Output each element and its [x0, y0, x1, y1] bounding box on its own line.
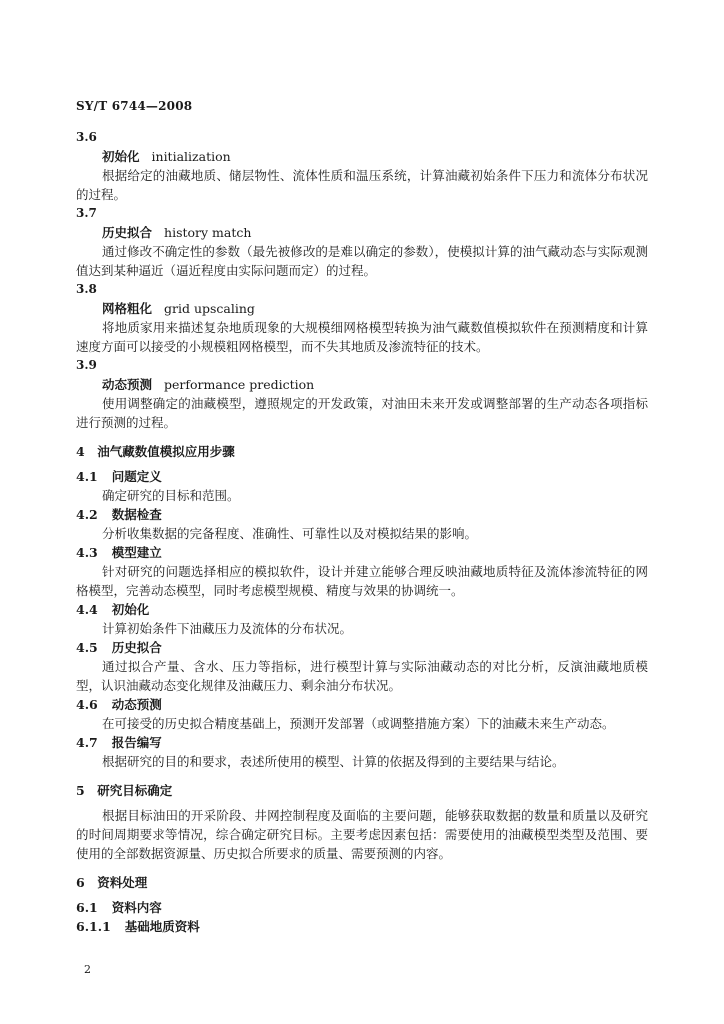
standard-code-header: SY/T 6744—2008 — [76, 99, 193, 113]
clause-number: 4.1 — [76, 469, 98, 484]
term-en: performance prediction — [164, 377, 315, 392]
clause-number: 3.7 — [76, 206, 97, 220]
clause-title: 动态预测 — [111, 697, 162, 712]
clause-title: 资料内容 — [111, 900, 162, 915]
clause-text: 计算初始条件下油藏压力及流体的分布状况。 — [102, 621, 353, 636]
term-line — [76, 147, 648, 166]
clause-text: 确定研究的目标和范围。 — [102, 488, 240, 503]
clause-title: 基础地质资料 — [124, 919, 200, 934]
definition-text: 通过修改不确定性的参数（最先被修改的是难以确定的参数），使模拟计算的油气藏动态与实际观测值达到某种逼近（逼近程度由实际问题而定）的过程。 — [76, 244, 648, 278]
clause-heading — [76, 733, 648, 752]
section-5-text: 根据目标油田的开采阶段、井网控制程度及面临的主要问题，能够获取数据的数量和质量以及研究的时间周期要求等情况，综合确定研究目标。主要考虑因素包括：需要使用的油藏模型类型及范围、要使用的全部数据资源量、历史拟合所要求的质量、需要预测的内容。 — [76, 808, 648, 861]
clause-4-7 — [76, 733, 648, 771]
clause-title: 初始化 — [111, 602, 150, 617]
clause-title: 模型建立 — [111, 545, 162, 560]
term-line — [76, 223, 648, 242]
term-line — [76, 375, 648, 394]
clause-4-4 — [76, 600, 648, 638]
definition-3-8 — [76, 280, 648, 356]
clause-4-6 — [76, 695, 648, 733]
clause-number: 6.1.1 — [76, 919, 111, 934]
page-number: 2 — [84, 963, 91, 976]
clause-text: 通过拟合产量、含水、压力等指标，进行模型计算与实际油藏动态的对比分析，反演油藏地质模型，认识油藏动态变化规律及油藏压力、剩余油分布状况。 — [76, 659, 648, 693]
clause-number: 4.6 — [76, 697, 98, 712]
clause-text: 根据研究的目的和要求，表述所使用的模型、计算的依据及得到的主要结果与结论。 — [102, 754, 565, 769]
clause-heading — [76, 600, 648, 619]
clause-number: 4.7 — [76, 735, 98, 750]
definition-text: 将地质家用来描述复杂地质现象的大规模细网格模型转换为油气藏数值模拟软件在预测精度和计算速度方面可以接受的小规模粗网格模型，而不失其地质及渗流特征的技术。 — [76, 320, 648, 354]
clause-title: 数据检查 — [111, 507, 162, 522]
clause-number: 6.1 — [76, 900, 98, 915]
term-zh: 网格粗化 — [102, 301, 153, 316]
clause-4-3 — [76, 543, 648, 600]
clause-6-1-heading — [76, 898, 648, 917]
section-6-heading: 6 资料处理 — [76, 875, 148, 890]
clause-heading — [76, 695, 648, 714]
term-en: history match — [164, 225, 252, 240]
term-en: initialization — [151, 149, 231, 164]
clause-text: 针对研究的问题选择相应的模拟软件，设计并建立能够合理反映油藏地质特征及流体渗流特征的网格模型，完善动态模型，同时考虑模型规模、精度与效果的协调统一。 — [76, 564, 648, 598]
clause-number: 3.9 — [76, 358, 97, 372]
clause-6-1-1-heading — [76, 917, 648, 936]
clause-4-2 — [76, 505, 648, 543]
section-5-heading: 5 研究目标确定 — [76, 783, 173, 798]
term-en: grid upscaling — [164, 301, 255, 316]
term-zh: 动态预测 — [102, 377, 153, 392]
section-4-heading: 4 油气藏数值模拟应用步骤 — [76, 444, 235, 459]
clause-number: 3.8 — [76, 282, 97, 296]
definition-3-7 — [76, 204, 648, 280]
clause-number: 3.6 — [76, 130, 97, 144]
clause-text: 分析收集数据的完备程度、准确性、可靠性以及对模拟结果的影响。 — [102, 526, 478, 541]
document-body — [76, 128, 648, 936]
term-line — [76, 299, 648, 318]
clause-number: 4.4 — [76, 602, 98, 617]
clause-number: 4.3 — [76, 545, 98, 560]
clause-4-5 — [76, 638, 648, 695]
definition-3-9 — [76, 356, 648, 432]
clause-heading — [76, 638, 648, 657]
clause-4-1 — [76, 467, 648, 505]
clause-heading — [76, 543, 648, 562]
clause-number: 4.5 — [76, 640, 98, 655]
clause-title: 问题定义 — [111, 469, 162, 484]
term-zh: 历史拟合 — [102, 225, 153, 240]
definition-text: 根据给定的油藏地质、储层物性、流体性质和温压系统，计算油藏初始条件下压力和流体分布状况的过程。 — [76, 168, 648, 202]
clause-heading — [76, 467, 648, 486]
clause-title: 报告编写 — [111, 735, 162, 750]
term-zh: 初始化 — [102, 149, 140, 164]
clause-text: 在可接受的历史拟合精度基础上，预测开发部署（或调整措施方案）下的油藏未来生产动态。 — [102, 716, 615, 731]
clause-heading — [76, 505, 648, 524]
definition-3-6 — [76, 128, 648, 204]
clause-title: 历史拟合 — [111, 640, 162, 655]
definition-text: 使用调整确定的油藏模型，遵照规定的开发政策，对油田未来开发或调整部署的生产动态各项指标进行预测的过程。 — [76, 396, 648, 430]
clause-number: 4.2 — [76, 507, 98, 522]
